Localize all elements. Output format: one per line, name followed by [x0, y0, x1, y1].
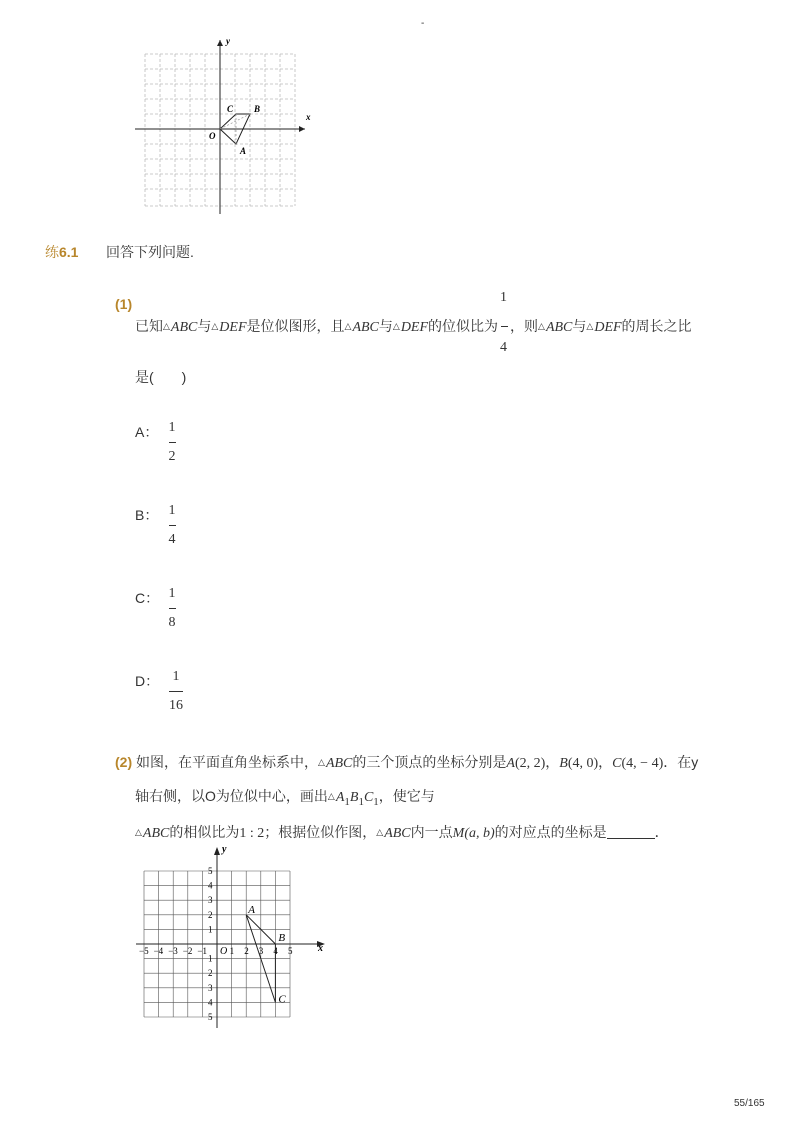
- q1-option-b-numerator: 1: [168, 503, 176, 518]
- exercise-label: [45, 242, 78, 262]
- q1-text-then: ，则: [510, 318, 539, 334]
- q2-c1-subscript: 1: [373, 795, 379, 808]
- q1-def-2: DEF: [400, 320, 429, 335]
- figure-2-origin-label: O: [220, 946, 228, 957]
- q1-option-d-numerator: 1: [172, 669, 180, 684]
- q2-a1-subscript: 1: [344, 795, 350, 808]
- q2-point-c: C: [612, 756, 622, 771]
- figure-2-x-tick-label: 4: [273, 946, 278, 956]
- q1-stem-line-2: 是( ): [135, 369, 187, 385]
- figure-2-y-tick-label: 4: [208, 880, 213, 891]
- exercise-title: 回答下列问题.: [106, 244, 194, 260]
- q1-ratio-numerator: 1: [500, 290, 508, 306]
- q1-option-d-fraction: [167, 669, 185, 714]
- figure-2-point-a-label: A: [248, 903, 255, 916]
- figure-2-x-tick-label: −3: [168, 946, 178, 956]
- q1-text-and: 与: [197, 318, 212, 334]
- figure-2-x-tick-label: −1: [197, 946, 207, 956]
- figure-2-y-tick-label: 5: [208, 866, 213, 876]
- figure-1-origin-label: O: [209, 131, 216, 141]
- q2-abc-2: ABC: [142, 826, 170, 841]
- figure-1-y-label: y: [226, 36, 230, 46]
- q1-option-b-denominator: 4: [168, 532, 176, 547]
- q2-abc-3: ABC: [384, 826, 411, 841]
- q2-text-similarity: 的相似比为: [169, 824, 240, 840]
- figure-2-y-tick-label: 2: [208, 968, 213, 979]
- q2-text-vertices: 的三个顶点的坐标分别是: [352, 754, 507, 770]
- q1-abc-2: ABC: [352, 320, 379, 335]
- q2-number: (2): [115, 754, 133, 770]
- q1-text-and-3: 与: [572, 318, 587, 334]
- q1-ratio-denominator: 4: [500, 340, 508, 356]
- q1-stem-line-1: 已知△ABC与△DEF是位似图形，且△ABC与△DEF的位似比为 $\frac{1}{4}$ ，则△ABC与△DEF的周长之比: [135, 316, 692, 338]
- q1-option-b-fraction: [165, 503, 179, 548]
- q1-option-b-label: B：: [135, 507, 159, 523]
- figure-2-x-tick-label: −4: [153, 946, 164, 956]
- q2-point-a: A: [506, 756, 515, 771]
- figure-2-y-label: y: [222, 844, 227, 855]
- figure-1-axes: [135, 40, 305, 214]
- exercise-label-prefix: 练: [45, 244, 59, 260]
- q2-text-end-line-1: ．在y: [663, 754, 699, 770]
- q1-option-a-numerator: 1: [168, 420, 176, 435]
- figure-2-x-tick-label: 5: [288, 946, 293, 956]
- figure-2-y-tick-label: 1: [208, 953, 213, 964]
- q1-option-d-label: D：: [135, 673, 160, 689]
- q2-text-period: ．: [654, 824, 669, 840]
- figure-1-x-label: x: [306, 112, 311, 122]
- figure-1-coordinate-grid: [130, 30, 320, 220]
- figure-2-y-arrow: [214, 847, 220, 855]
- q1-option-a-denominator: 2: [168, 449, 176, 464]
- figure-2-point-c-label: C: [278, 993, 286, 1006]
- figure-2-x-label: x: [318, 943, 323, 954]
- q2-b1: B: [349, 790, 359, 805]
- q2-comma-1: ，: [545, 754, 560, 770]
- q2-point-m: M: [452, 826, 465, 841]
- q2-point-b: B: [559, 756, 568, 771]
- figure-2-y-tick-label: 2: [208, 909, 213, 920]
- figure-1-point-c-label: C: [227, 104, 234, 114]
- figure-2-x-tick-label: 1: [229, 946, 235, 956]
- figure-1-x-arrow: [299, 126, 305, 132]
- q1-def-3: DEF: [594, 320, 622, 335]
- q2-text-draw: 轴右侧，以O为位似中心，画出: [135, 788, 328, 804]
- q2-point-c-coord: (4, − 4): [621, 756, 664, 771]
- q2-text-corresponding: 的对应点的坐标是: [494, 824, 607, 840]
- q2-a1: A: [335, 790, 345, 805]
- figure-2-y-tick-label: 1: [208, 924, 213, 935]
- q1-text-perimeter-ratio: 的周长之比: [621, 318, 692, 334]
- figure-2-y-tick-label: 3: [208, 895, 213, 906]
- q1-option-c-label: C：: [135, 590, 160, 606]
- figure-2-coordinate-grid: [130, 842, 335, 1032]
- q2-stem-line-2: 轴右侧，以O为位似中心，画出$\triangle A_1B_1C_1$，使它与: [135, 788, 435, 808]
- q2-ratio: 1 : 2: [239, 826, 265, 841]
- q1-option-a-label: A：: [135, 424, 159, 440]
- q1-abc: ABC: [170, 320, 198, 335]
- figure-1-point-a-label: A: [240, 146, 247, 156]
- q1-number: (1): [115, 296, 133, 312]
- q1-def: DEF: [219, 320, 247, 335]
- q2-abc: ABC: [325, 756, 353, 771]
- figure-2-y-tick-label: 3: [208, 982, 213, 993]
- figure-2-y-tick-label: 5: [208, 1012, 213, 1022]
- figure-2-x-tick-label: 2: [244, 946, 249, 956]
- q1-option-c-fraction: [165, 586, 179, 631]
- q2-answer-blank[interactable]: [607, 824, 655, 839]
- q1-text-ratio-is: 的位似比为: [428, 318, 499, 334]
- figure-2-x-ticks: [139, 946, 293, 956]
- figure-1-point-b-label: B: [254, 104, 261, 114]
- page-number: 55/165: [734, 1098, 765, 1109]
- figure-2-point-b-label: B: [278, 932, 286, 944]
- q2-text-make-it: ，使它与: [378, 788, 435, 804]
- q1-option-c-numerator: 1: [168, 586, 176, 601]
- q1-option-d-denominator: 16: [169, 698, 183, 713]
- q1-text-and-2: 与: [378, 318, 393, 334]
- q2-text-by-construction: ；根据位似作图，: [264, 824, 377, 840]
- q2-comma-2: ，: [598, 754, 613, 770]
- figure-2-x-tick-label: −2: [182, 946, 193, 956]
- figure-1-y-arrow: [217, 40, 223, 46]
- q2-point-m-coord: (a, b): [464, 826, 495, 841]
- q2-text-intro: 如图，在平面直角坐标系中，: [136, 754, 319, 770]
- q2-point-b-coord: (4, 0): [567, 756, 599, 771]
- figure-2-axes: [136, 850, 322, 1028]
- figure-2-x-tick-label: 3: [258, 946, 264, 956]
- q1-option-a-fraction: [165, 420, 179, 465]
- q1-text-homothetic: 是位似图形，且: [246, 318, 345, 334]
- figure-2-y-tick-label: 4: [208, 997, 213, 1008]
- q1-text-known: 已知: [135, 318, 163, 334]
- q1-abc-3: ABC: [545, 320, 573, 335]
- q2-point-a-coord: (2, 2): [514, 756, 546, 771]
- figure-2-x-tick-label: −5: [139, 946, 149, 956]
- q2-c1: C: [363, 790, 374, 805]
- header-mark: -: [421, 18, 425, 29]
- q1-ratio-fraction: [498, 290, 510, 356]
- exercise-label-number: 6.1: [59, 244, 79, 260]
- q1-option-c-denominator: 8: [168, 615, 176, 630]
- q2-b1-subscript: 1: [358, 795, 364, 808]
- q2-text-inner-point: 内一点: [410, 824, 453, 840]
- q2-stem-line-3: △ABC的相似比为1 : 2；根据位似作图，△ABC内一点M(a, b)的对应点的坐标是 ．: [135, 824, 669, 841]
- q2-stem-line-1: (2) 如图，在平面直角坐标系中，△ABC的三个顶点的坐标分别是A(2, 2)，B(4, 0)，C(4, − 4)．在y: [115, 754, 699, 771]
